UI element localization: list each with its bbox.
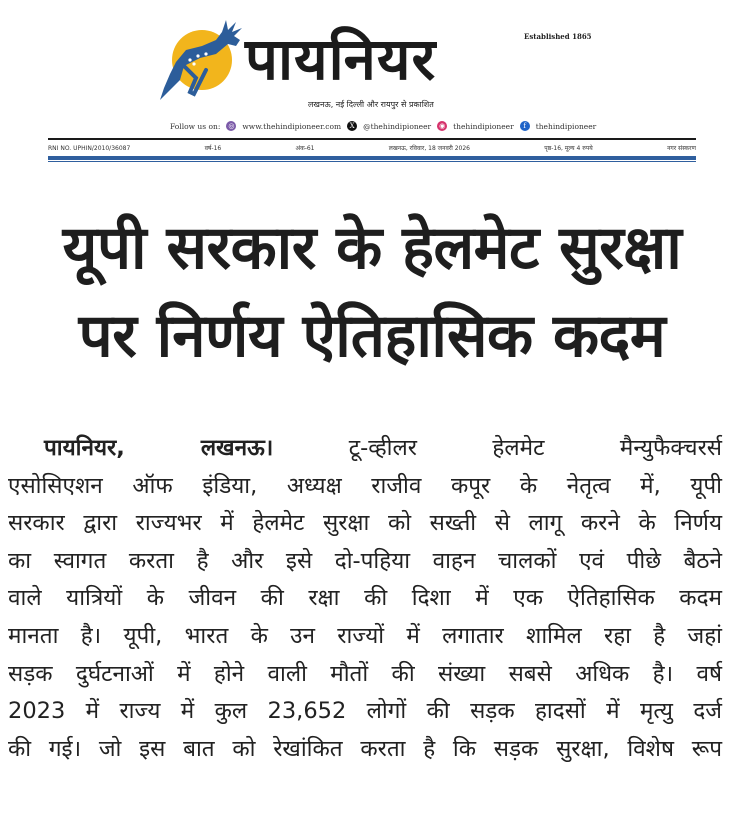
follow-label: Follow us on: (170, 121, 221, 131)
instagram-icon: ◉ (439, 122, 446, 130)
headline-line-2: पर निर्णय ऐतिहासिक कदम (78, 301, 666, 371)
social-links (170, 118, 596, 134)
body-line-6: मानता है। यूपी, भारत के उन राज्यों में लगातार शामिल रहा है जहां (8, 622, 722, 649)
edition-label: नगर संस्करण (667, 145, 696, 152)
twitter-handle[interactable]: @thehindipioneer (363, 121, 432, 131)
brand-name: पायनियर (245, 25, 437, 93)
deer-sun-logo (150, 14, 250, 110)
x-twitter-icon: X (347, 121, 357, 131)
body-line-8: 2023 में राज्य में कुल 23,652 लोगों की सड़क हादसों में मृत्यु दर्ज (8, 698, 722, 725)
body-line-1 (8, 430, 722, 468)
blue-divider (48, 156, 696, 160)
website-link[interactable]: www.thehindipioneer.com (242, 121, 342, 131)
body-line-2: एसोसिएशन ऑफ इंडिया, अध्यक्ष राजीव कपूर के नेतृत्व में, यूपी (8, 472, 722, 499)
body-line-9: की गई। जो इस बात को रेखांकित करता है कि सड़क सुरक्षा, विशेष रूप (8, 735, 722, 762)
facebook-handle[interactable]: thehindipioneer (535, 121, 597, 131)
body-text: टू-व्हीलर हेलमेट मैन्युफैक्चरर्स (348, 435, 722, 461)
volume-number: वर्ष-16 (204, 145, 222, 152)
body-line-7: सड़क दुर्घटनाओं में होने वाली मौतों की संख्या सबसे अधिक है। वर्ष (8, 660, 722, 687)
page-price: पृष्ठ-16, मूल्य 4 रुपये (544, 145, 593, 152)
body-line-5: वाले यात्रियों के जीवन की रक्षा की दिशा में एक ऐतिहासिक कदम (8, 585, 722, 612)
issue-info-row (48, 142, 696, 154)
globe-icon: ◎ (228, 122, 235, 130)
rni-number: RNI NO. UPHIN/2010/36087 (48, 144, 131, 152)
established-label: Established 1865 (524, 32, 592, 41)
article-headline (0, 204, 744, 380)
deer-logo-icon (150, 14, 250, 110)
article-body (8, 430, 722, 768)
body-line-3: सरकार द्वारा राज्यभर में हेलमेट सुरक्षा को सख्ती से लागू करने के निर्णय (8, 510, 722, 537)
issue-date: लखनऊ, रविवार, 18 जनवरी 2026 (388, 145, 470, 152)
masthead-rule (48, 138, 696, 140)
facebook-icon: f (520, 121, 530, 131)
instagram-handle[interactable]: thehindipioneer (453, 121, 514, 131)
body-line-4: का स्वागत करता है और इसे दो-पहिया वाहन चालकों एवं पीछे बैठने (8, 547, 722, 574)
dateline: पायनियर, लखनऊ। (44, 435, 274, 461)
publication-tagline: लखनऊ, नई दिल्ली और रायपुर से प्रकाशित (308, 100, 434, 109)
newspaper-masthead (0, 0, 744, 185)
headline-line-1: यूपी सरकार के हेलमेट सुरक्षा (62, 213, 682, 283)
issue-number: अंक-61 (295, 145, 315, 152)
blue-divider-thin (48, 161, 696, 162)
